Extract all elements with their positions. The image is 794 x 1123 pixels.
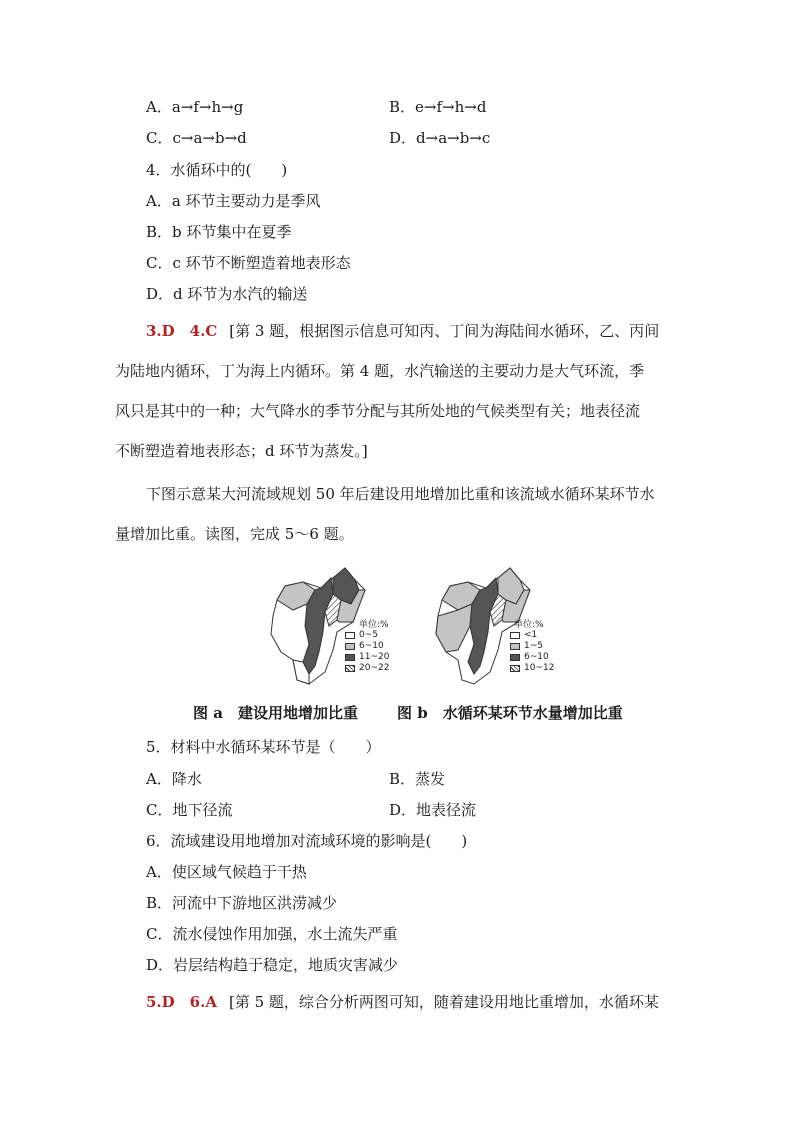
answer-3-4-line4: 不断塑造着地表形态；d 环节为蒸发。]: [115, 442, 368, 460]
q5-stem: 5．材料中水循环某环节是（ ）: [146, 738, 381, 756]
figure-caption-a: 图 a 建设用地增加比重: [193, 704, 358, 722]
legend-b-title: 单位:%: [514, 620, 544, 630]
answer-key-5-6: 5.D 6.A: [146, 993, 217, 1011]
watershed-figure: [263, 560, 563, 690]
answer-3-4-line1: [146, 321, 659, 341]
q4-option-b: B．b 环节集中在夏季: [146, 223, 292, 241]
q3-option-b: B．e→f→h→d: [389, 98, 487, 116]
answer-5-6-text: [第 5 题，综合分析两图可知，随着建设用地比重增加，水循环某: [228, 993, 659, 1011]
legend-a: [345, 617, 389, 674]
legend-a-item: 20~22: [345, 663, 389, 674]
answer-3-4-line3: 风只是其中的一种；大气降水的季节分配与其所处地的气候类型有关；地表径流: [115, 402, 641, 420]
legend-a-item: 0~5: [345, 630, 389, 641]
legend-b-item: <1: [510, 630, 554, 641]
intro-line-2: 量增加比重。读图，完成 5～6 题。: [115, 525, 354, 543]
legend-b-item: 10~12: [510, 663, 554, 674]
figure-caption-b: 图 b 水循环某环节水量增加比重: [397, 704, 623, 722]
q6-option-c: C．流水侵蚀作用加强，水土流失严重: [146, 925, 398, 943]
legend-a-title: 单位:%: [359, 620, 389, 630]
q5-option-a: A．降水: [146, 770, 202, 788]
legend-b-item: 1~5: [510, 641, 554, 652]
legend-b: [510, 617, 554, 674]
q6-option-d: D．岩层结构趋于稳定，地质灾害减少: [146, 956, 399, 974]
legend-b-item: 6~10: [510, 652, 554, 663]
q4-option-a: A．a 环节主要动力是季风: [146, 192, 321, 210]
q3-option-d: D．d→a→b→c: [389, 129, 491, 147]
q5-option-d: D．地表径流: [389, 801, 477, 819]
legend-a-item: 6~10: [345, 641, 389, 652]
answer-3-4-text-1: [第 3 题，根据图示信息可知丙、丁间为海陆间水循环，乙、丙间: [229, 322, 660, 340]
intro-line-1: 下图示意某大河流域规划 50 年后建设用地增加比重和该流域水循环某环节水: [146, 485, 655, 503]
q6-option-b: B．河流中下游地区洪涝减少: [146, 894, 338, 912]
q3-option-a: A．a→f→h→g: [146, 98, 244, 116]
q6-stem: 6．流域建设用地增加对流域环境的影响是( ): [146, 832, 468, 850]
q5-option-b: B．蒸发: [389, 770, 446, 788]
q5-option-c: C．地下径流: [146, 801, 233, 819]
q4-stem: 4．水循环中的( ): [146, 161, 288, 179]
q3-option-c: C．c→a→b→d: [146, 129, 247, 147]
answer-5-6-line1: [146, 992, 659, 1012]
answer-3-4-line2: 为陆地内循环，丁为海上内循环。第 4 题，水汽输送的主要动力是大气环流，季: [115, 362, 645, 380]
legend-a-item: 11~20: [345, 652, 389, 663]
answer-key-3-4: 3.D 4.C: [146, 322, 218, 340]
q4-option-c: C．c 环节不断塑造着地表形态: [146, 254, 351, 272]
q4-option-d: D．d 环节为水汽的输送: [146, 285, 308, 303]
q6-option-a: A．使区域气候趋于干热: [146, 863, 307, 881]
